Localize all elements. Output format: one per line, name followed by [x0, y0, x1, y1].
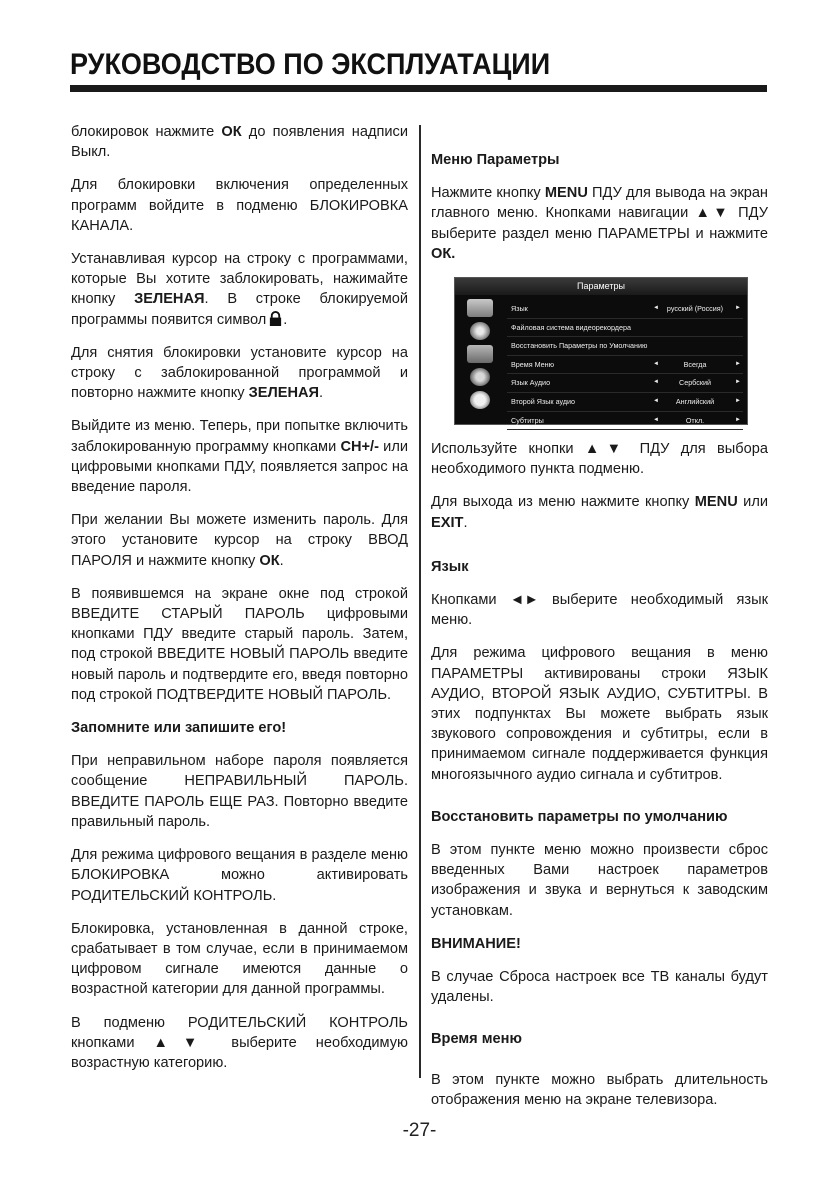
- paragraph: Для выхода из меню нажмите кнопку MENU или EXIT.: [431, 494, 769, 531]
- menu-row-value: Английский: [675, 396, 715, 406]
- right-column: [431, 150, 768, 1123]
- paragraph: В случае Сброса настроек все ТВ каналы будут удалены.: [431, 969, 768, 1006]
- section-heading: Язык: [431, 558, 469, 575]
- paragraph: Кнопками ◄► выберите необходимый язык меню.: [431, 592, 768, 629]
- menu-row-label: Восстановить Параметры по Умолчанию: [511, 341, 648, 351]
- page-number: -27-: [402, 1120, 437, 1141]
- menu-row-value: русский (Россия): [666, 304, 724, 314]
- right-arrow-icon: ►: [735, 416, 741, 423]
- lock-icon: [467, 345, 493, 363]
- paragraph: Для снятия блокировки установите курсор на строку с заблокированной программой и повторно нажмите кнопку ЗЕЛЕНАЯ.: [71, 344, 408, 402]
- menu-row: [507, 356, 743, 375]
- paragraph: Нажмите кнопку MENU ПДУ для вывода на экран главного меню. Кнопками навигации ▲▼ ПДУ выберите раздел меню ПАРАМЕТРЫ и нажмите ОК.: [431, 185, 768, 262]
- menu-row: [507, 300, 743, 319]
- paragraph: Для режима цифрового вещания в разделе меню БЛОКИРОВКА можно активировать РОДИТЕЛЬСКИЙ КОНТРОЛЬ.: [71, 847, 408, 904]
- menu-row-value: Сербский: [679, 378, 711, 388]
- paragraph: В подменю РОДИТЕЛЬСКИЙ КОНТРОЛЬ кнопками ▲▼ выберите необходимую возрастную категорию.: [71, 1014, 408, 1071]
- menu-icon-bar: [457, 296, 503, 414]
- menu-row-label: Язык Аудио: [511, 378, 551, 388]
- section-heading: Время меню: [431, 1031, 522, 1048]
- menu-row: [507, 374, 743, 393]
- paragraph: Выйдите из меню. Теперь, при попытке включить заблокированную программу кнопками CH+/- или цифровыми кнопками ПДУ, появляется запрос на введение пароля.: [71, 418, 408, 496]
- paragraph: Блокировка, установленная в данной строке, срабатывает в том случае, если в принимаемом цифровом сигнале имеются данные о возрастной категории для данной программы.: [71, 920, 408, 998]
- right-arrow-icon: ►: [735, 305, 741, 312]
- menu-row-label: Файловая система видеорекордера: [511, 322, 631, 332]
- paragraph: Устанавливая курсор на строку с программами, которые Вы хотите заблокировать, нажимайте кнопку ЗЕЛЕНАЯ. В строке блокируемой программы появится символ .: [71, 251, 408, 328]
- right-arrow-icon: ►: [735, 360, 741, 367]
- paragraph: В этом пункте меню можно произвести сброс введенных Вами настроек параметров изображения и звука и вернуться к заводским установкам.: [431, 842, 768, 919]
- menu-row-value: Откл.: [685, 415, 705, 425]
- page-title: РУКОВОДСТВО ПО ЭКСПЛУАТАЦИИ: [70, 48, 551, 81]
- left-arrow-icon: ◄: [653, 360, 659, 367]
- page-header: [70, 48, 770, 79]
- menu-row-label: Время Меню: [511, 359, 555, 369]
- menu-row-label: Язык: [511, 304, 528, 314]
- column-divider: [419, 125, 421, 1078]
- menu-title: Параметры: [455, 278, 747, 295]
- section-heading: Запомните или запишите его!: [71, 720, 287, 737]
- clock-icon: [470, 391, 490, 409]
- right-arrow-icon: ►: [735, 379, 741, 386]
- menu-row: [507, 337, 743, 356]
- paragraph: Для блокировки включения определенных программ войдите в подменю БЛОКИРОВКА КАНАЛА.: [71, 177, 408, 234]
- menu-row-label: Второй Язык аудио: [511, 396, 576, 406]
- left-arrow-icon: ◄: [653, 397, 659, 404]
- left-arrow-icon: ◄: [653, 416, 659, 423]
- paragraph: При желании Вы можете изменить пароль. Для этого установите курсор на строку ВВОД ПАРОЛЯ и нажмите кнопку ОК.: [71, 512, 408, 569]
- paragraph: В этом пункте можно выбрать длительность отображения меню на экране телевизора.: [431, 1071, 768, 1108]
- right-arrow-icon: ►: [735, 397, 741, 404]
- menu-row: [507, 393, 743, 412]
- menu-row: [507, 319, 743, 338]
- tv-menu-screenshot: [454, 277, 748, 425]
- menu-row-value: Всегда: [683, 359, 707, 369]
- paragraph: При неправильном наборе пароля появляется сообщение НЕПРАВИЛЬНЫЙ ПАРОЛЬ. ВВЕДИТЕ ПАРОЛЬ ЕЩЕ РАЗ. Повторно введите правильный пароль.: [71, 753, 408, 830]
- paragraph: блокировок нажмите ОК до появления надписи Выкл.: [71, 124, 409, 161]
- paragraph: Для режима цифрового вещания в меню ПАРАМЕТРЫ активированы строки ЯЗЫК АУДИО, ВТОРОЙ ЯЗЫК АУДИО, СУБТИТРЫ. В этих подпунктах Вы можете выбрать язык звукового сопровождения и субтитры, если в принимаемом сигнале поддерживается функция многоязычного аудио сигнала и субтитров.: [431, 645, 768, 783]
- lock-icon: [268, 311, 283, 326]
- section-heading: Меню Параметры: [431, 152, 560, 168]
- paragraph: В появившемся на экране окне под строкой ВВЕДИТЕ СТАРЫЙ ПАРОЛЬ цифровыми кнопками ПДУ введите старый пароль. Затем, под строкой ВВЕДИТЕ НОВЫЙ ПАРОЛЬ введите новый пароль и подтвердите его, введя повторно под строкой ПОДТВЕРДИТЕ НОВЫЙ ПАРОЛЬ.: [71, 585, 408, 703]
- section-heading: ВНИМАНИЕ!: [431, 935, 521, 952]
- paragraph: Используйте кнопки ▲▼ ПДУ для выбора необходимого пункта подменю.: [431, 441, 768, 478]
- left-arrow-icon: ◄: [653, 379, 659, 386]
- left-column: [71, 122, 408, 1086]
- disc-icon: [470, 322, 490, 340]
- menu-row-label: Субтитры: [511, 415, 544, 425]
- section-heading: Восстановить параметры по умолчанию: [431, 808, 728, 825]
- menu-row: [507, 412, 743, 431]
- left-arrow-icon: ◄: [653, 305, 659, 312]
- menu-rows: [507, 300, 743, 430]
- header-rule: [70, 85, 767, 92]
- folder-icon: [467, 299, 493, 317]
- gear-icon: [470, 368, 490, 386]
